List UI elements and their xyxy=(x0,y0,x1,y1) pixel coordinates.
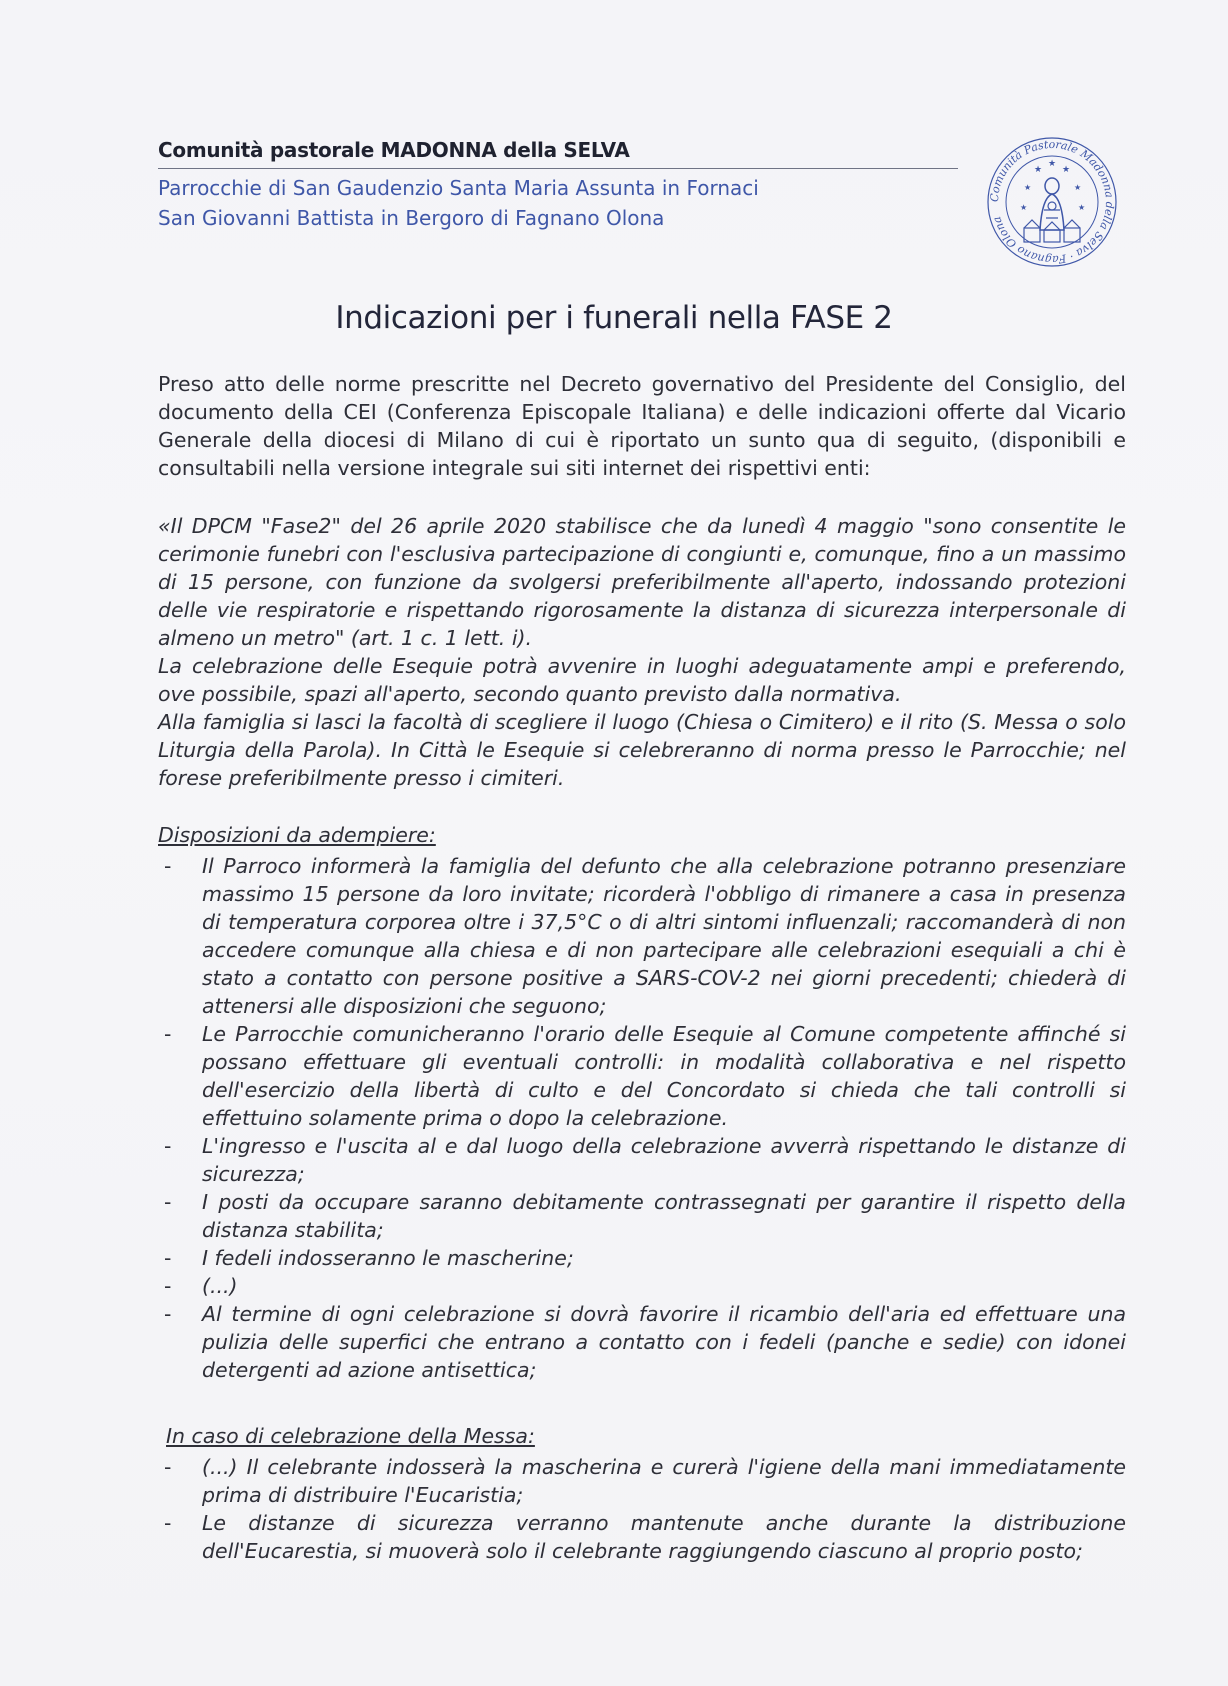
list-item: - Le Parrocchie comunicheranno l'orario delle Esequie al Comune competente affinché si possano effettuare gli eventuali controlli: in modalità collaborativa e nel rispetto dell'esercizio della libertà di culto e del Concordato si chieda che tali controlli si effettuino solamente prima o dopo la celebrazione. xyxy=(158,1020,1126,1132)
mass-heading: In caso di celebrazione della Messa: xyxy=(166,1424,535,1448)
list-item: - I posti da occupare saranno debitamente contrassegnati per garantire il rispetto della distanza stabilita; xyxy=(158,1188,1126,1244)
dispositions-heading: Disposizioni da adempiere: xyxy=(158,823,436,847)
svg-text:★: ★ xyxy=(1034,165,1043,175)
list-item: - Le distanze di sicurezza verranno mantenute anche durante la distribuzione dell'Eucarestia, si muoverà solo il celebrante raggiungendo ciascuno al proprio posto; xyxy=(158,1509,1126,1565)
list-item: - L'ingresso e l'uscita al e dal luogo della celebrazione avverrà rispettando le distanze di sicurezza; xyxy=(158,1132,1126,1188)
svg-text:★: ★ xyxy=(1024,183,1032,192)
svg-text:★: ★ xyxy=(1020,203,1028,212)
list-item: - Il Parroco informerà la famiglia del defunto che alla celebrazione potranno presenziare massimo 15 persone da loro invitate; ricorderà l'obbligo di rimanere a casa in presenza di temperatura corporea oltre i 37,5°C o di altri sintomi influenzali; raccomanderà di non accedere comunque alla chiesa e di non partecipare alle celebrazioni esequiali a chi è stato a contatto con persone positive a SARS-COV-2 nei giorni precedenti; chiederà di attenersi alle disposizioni che seguono; xyxy=(158,852,1126,1020)
parish-line-1: Parrocchie di San Gaudenzio Santa Maria Assunta in Fornaci xyxy=(158,176,759,200)
quoted-text xyxy=(158,512,1126,792)
organization-name: Comunità pastorale MADONNA della SELVA xyxy=(158,138,958,169)
document-title: Indicazioni per i funerali nella FASE 2 xyxy=(335,300,893,336)
dispositions-list xyxy=(158,852,1126,1384)
svg-text:★: ★ xyxy=(1048,159,1057,169)
svg-text:★: ★ xyxy=(1078,203,1086,212)
svg-text:★: ★ xyxy=(1062,165,1071,175)
list-item: - (...) Il celebrante indosserà la mascherina e curerà l'igiene della mani immediatamente prima di distribuire l'Eucaristia; xyxy=(158,1453,1126,1509)
list-item: - Al termine di ogni celebrazione si dovrà favorire il ricambio dell'aria ed effettuare una pulizia delle superfici che entrano a contatto con i fedeli (panche e sedie) con idonei detergenti ad azione antisettica; xyxy=(158,1300,1126,1384)
madonna-seal-logo xyxy=(982,132,1122,272)
quote-paragraph-2: La celebrazione delle Esequie potrà avvenire in luoghi adeguatamente ampi e preferendo, ove possibile, spazi all'aperto, secondo quanto previsto dalla normativa. xyxy=(158,654,1126,706)
svg-text:★: ★ xyxy=(1074,183,1082,192)
list-item: - (...) xyxy=(158,1272,1126,1300)
quote-paragraph-1: «Il DPCM "Fase2" del 26 aprile 2020 stabilisce che da lunedì 4 maggio "sono consentite le cerimonie funebri con l'esclusiva partecipazione di congiunti e, comunque, fino a un massimo di 15 persone, con funzione da svolgersi preferibilmente all'aperto, indossando protezioni delle vie respiratorie e rispettando rigorosamente la distanza di sicurezza interpersonale di almeno un metro" (art. 1 c. 1 lett. i). xyxy=(158,514,1126,650)
quote-paragraph-3: Alla famiglia si lasci la facoltà di scegliere il luogo (Chiesa o Cimitero) e il rito (S. Messa o solo Liturgia della Parola). In Città le Esequie si celebreranno di norma presso le Parrocchie; nel forese preferibilmente presso i cimiteri. xyxy=(158,710,1126,790)
list-item: - I fedeli indosseranno le mascherine; xyxy=(158,1244,1126,1272)
mass-list xyxy=(158,1453,1126,1565)
svg-text:Comunità Pastorale Madonna del: Comunità Pastorale Madonna della Selva · Fagnano Olona xyxy=(987,137,1117,267)
parish-line-2: San Giovanni Battista in Bergoro di Fagnano Olona xyxy=(158,206,665,230)
intro-paragraph: Preso atto delle norme prescritte nel Decreto governativo del Presidente del Consiglio, del documento della CEI (Conferenza Episcopale Italiana) e delle indicazioni offerte dal Vicario Generale della diocesi di Milano di cui è riportato un sunto qua di seguito, (disponibili e consultabili nella versione integrale sui siti internet dei rispettivi enti: xyxy=(158,372,1126,480)
letterhead xyxy=(158,138,958,233)
